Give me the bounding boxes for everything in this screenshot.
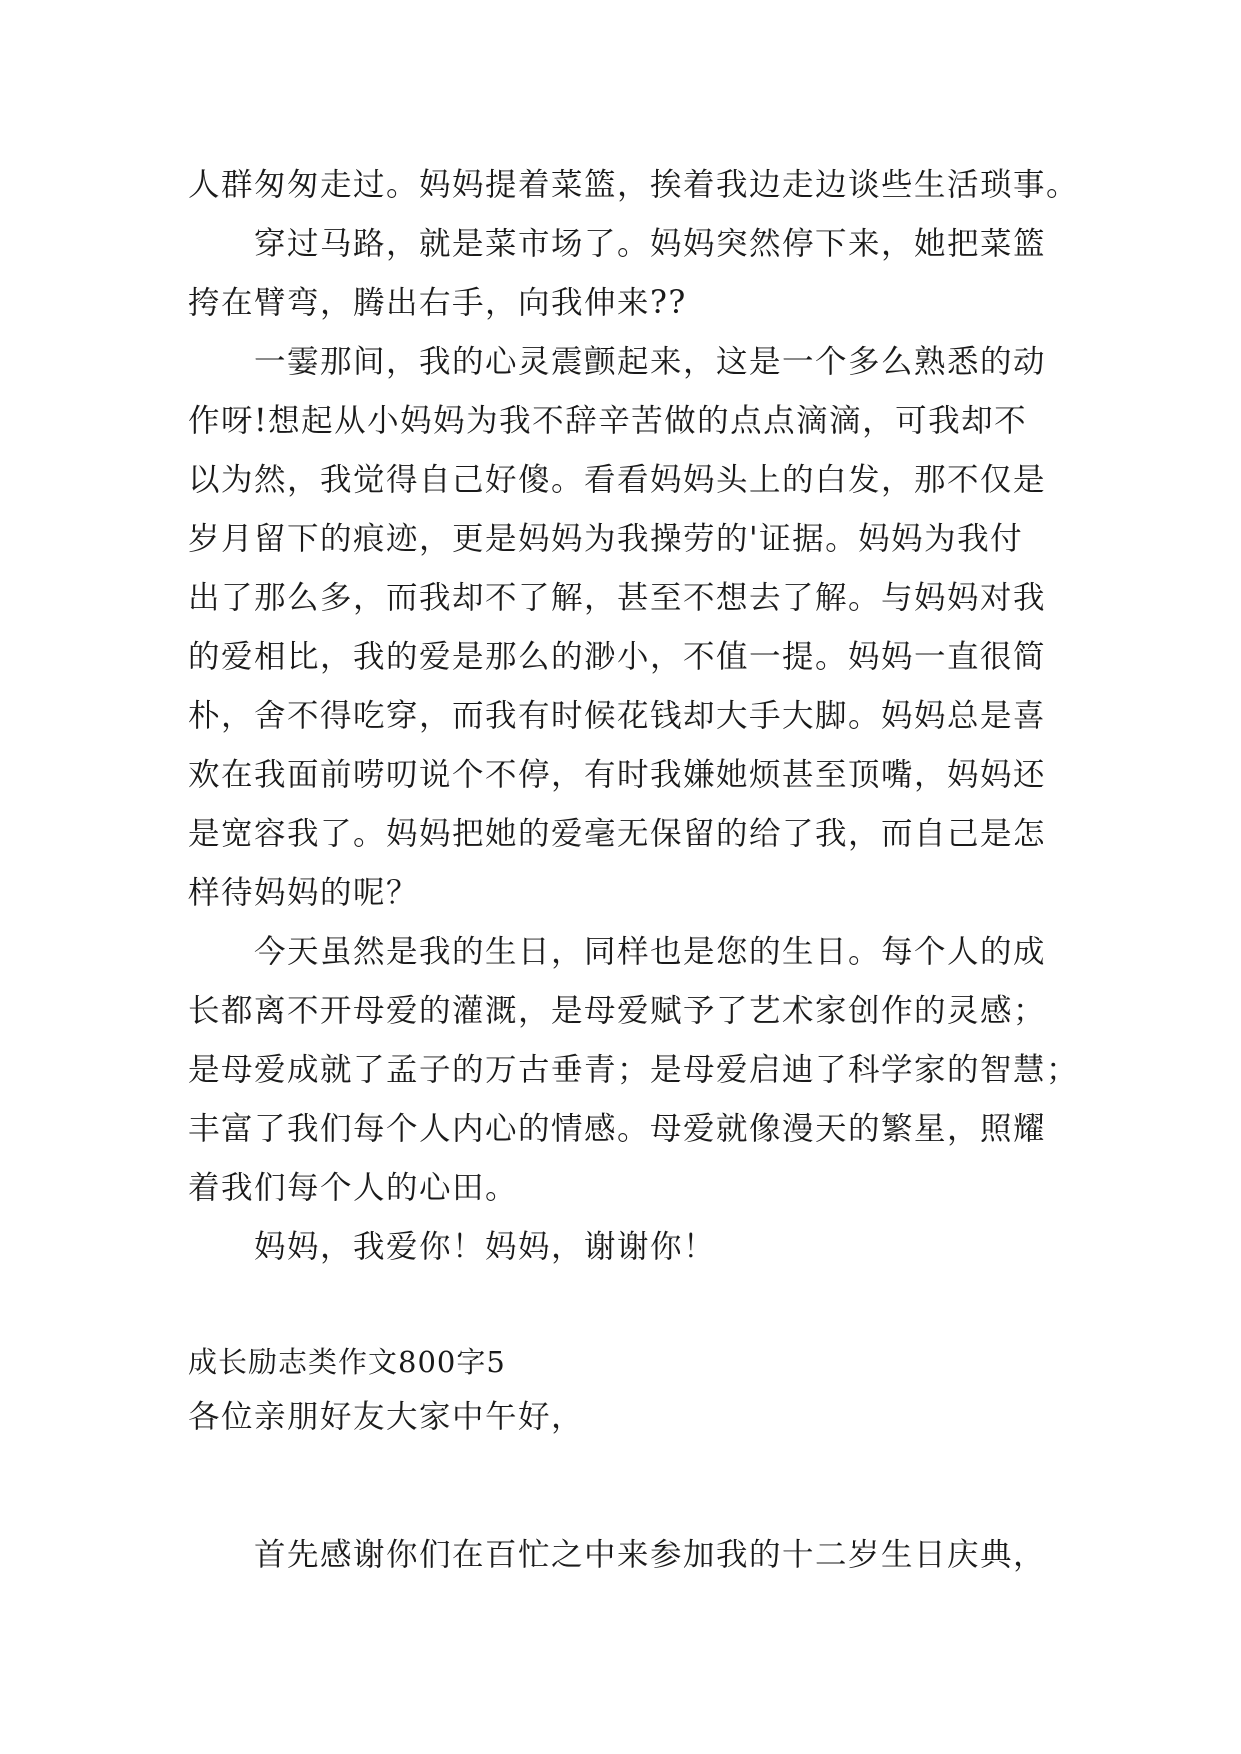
paragraph-line: 朴，舍不得吃穿，而我有时候花钱却大手大脚。妈妈总是喜 (188, 698, 1047, 734)
spacer (188, 1447, 1058, 1506)
paragraph-line: 挎在臂弯，腾出右手，向我伸来?? (188, 285, 687, 321)
greeting-line: 各位亲朋好友大家中午好， (188, 1399, 585, 1435)
paragraph-line: 着我们每个人的心田。 (188, 1170, 519, 1206)
paragraph-line: 作呀!想起从小妈妈为我不辞辛苦做的点点滴滴，可我却不 (188, 403, 1028, 439)
paragraph-line: 是母爱成就了孟子的万古垂青；是母爱启迪了科学家的智慧； (188, 1052, 1080, 1088)
spacer (188, 1506, 1058, 1526)
essay-body (188, 156, 1080, 1585)
paragraph-line: 妈妈，我爱你！妈妈，谢谢你！ (254, 1229, 717, 1265)
paragraph-line: 穿过马路，就是菜市场了。妈妈突然停下来，她把菜篮 (254, 226, 1047, 262)
paragraph-line: 样待妈妈的呢？ (188, 875, 420, 911)
spacer (188, 1277, 1058, 1336)
paragraph-line: 长都离不开母爱的灌溉，是母爱赋予了艺术家创作的灵感； (188, 993, 1047, 1029)
paragraph-line: 出了那么多，而我却不了解，甚至不想去了解。与妈妈对我 (188, 580, 1047, 616)
paragraph-line: 一霎那间，我的心灵震颤起来，这是一个多么熟悉的动 (254, 344, 1047, 380)
opening-line: 首先感谢你们在百忙之中来参加我的十二岁生日庆典， (254, 1537, 1047, 1573)
paragraph-line: 是宽容我了。妈妈把她的爱毫无保留的给了我，而自己是怎 (188, 816, 1047, 852)
paragraph-line: 欢在我面前唠叨说个不停，有时我嫌她烦甚至顶嘴，妈妈还 (188, 757, 1047, 793)
paragraph-line: 岁月留下的痕迹，更是妈妈为我操劳的'证据。妈妈为我付 (188, 521, 1024, 557)
paragraph-line: 的爱相比，我的爱是那么的渺小，不值一提。妈妈一直很简 (188, 639, 1047, 675)
paragraph-line: 丰富了我们每个人内心的情感。母爱就像漫天的繁星，照耀 (188, 1111, 1047, 1147)
paragraph-line: 人群匆匆走过。妈妈提着菜篮，挨着我边走边谈些生活琐事。 (188, 167, 1080, 203)
section-heading: 成长励志类作文800字5 (188, 1345, 506, 1379)
paragraph-line: 以为然，我觉得自己好傻。看看妈妈头上的白发，那不仅是 (188, 462, 1047, 498)
paragraph-line: 今天虽然是我的生日，同样也是您的生日。每个人的成 (254, 934, 1047, 970)
